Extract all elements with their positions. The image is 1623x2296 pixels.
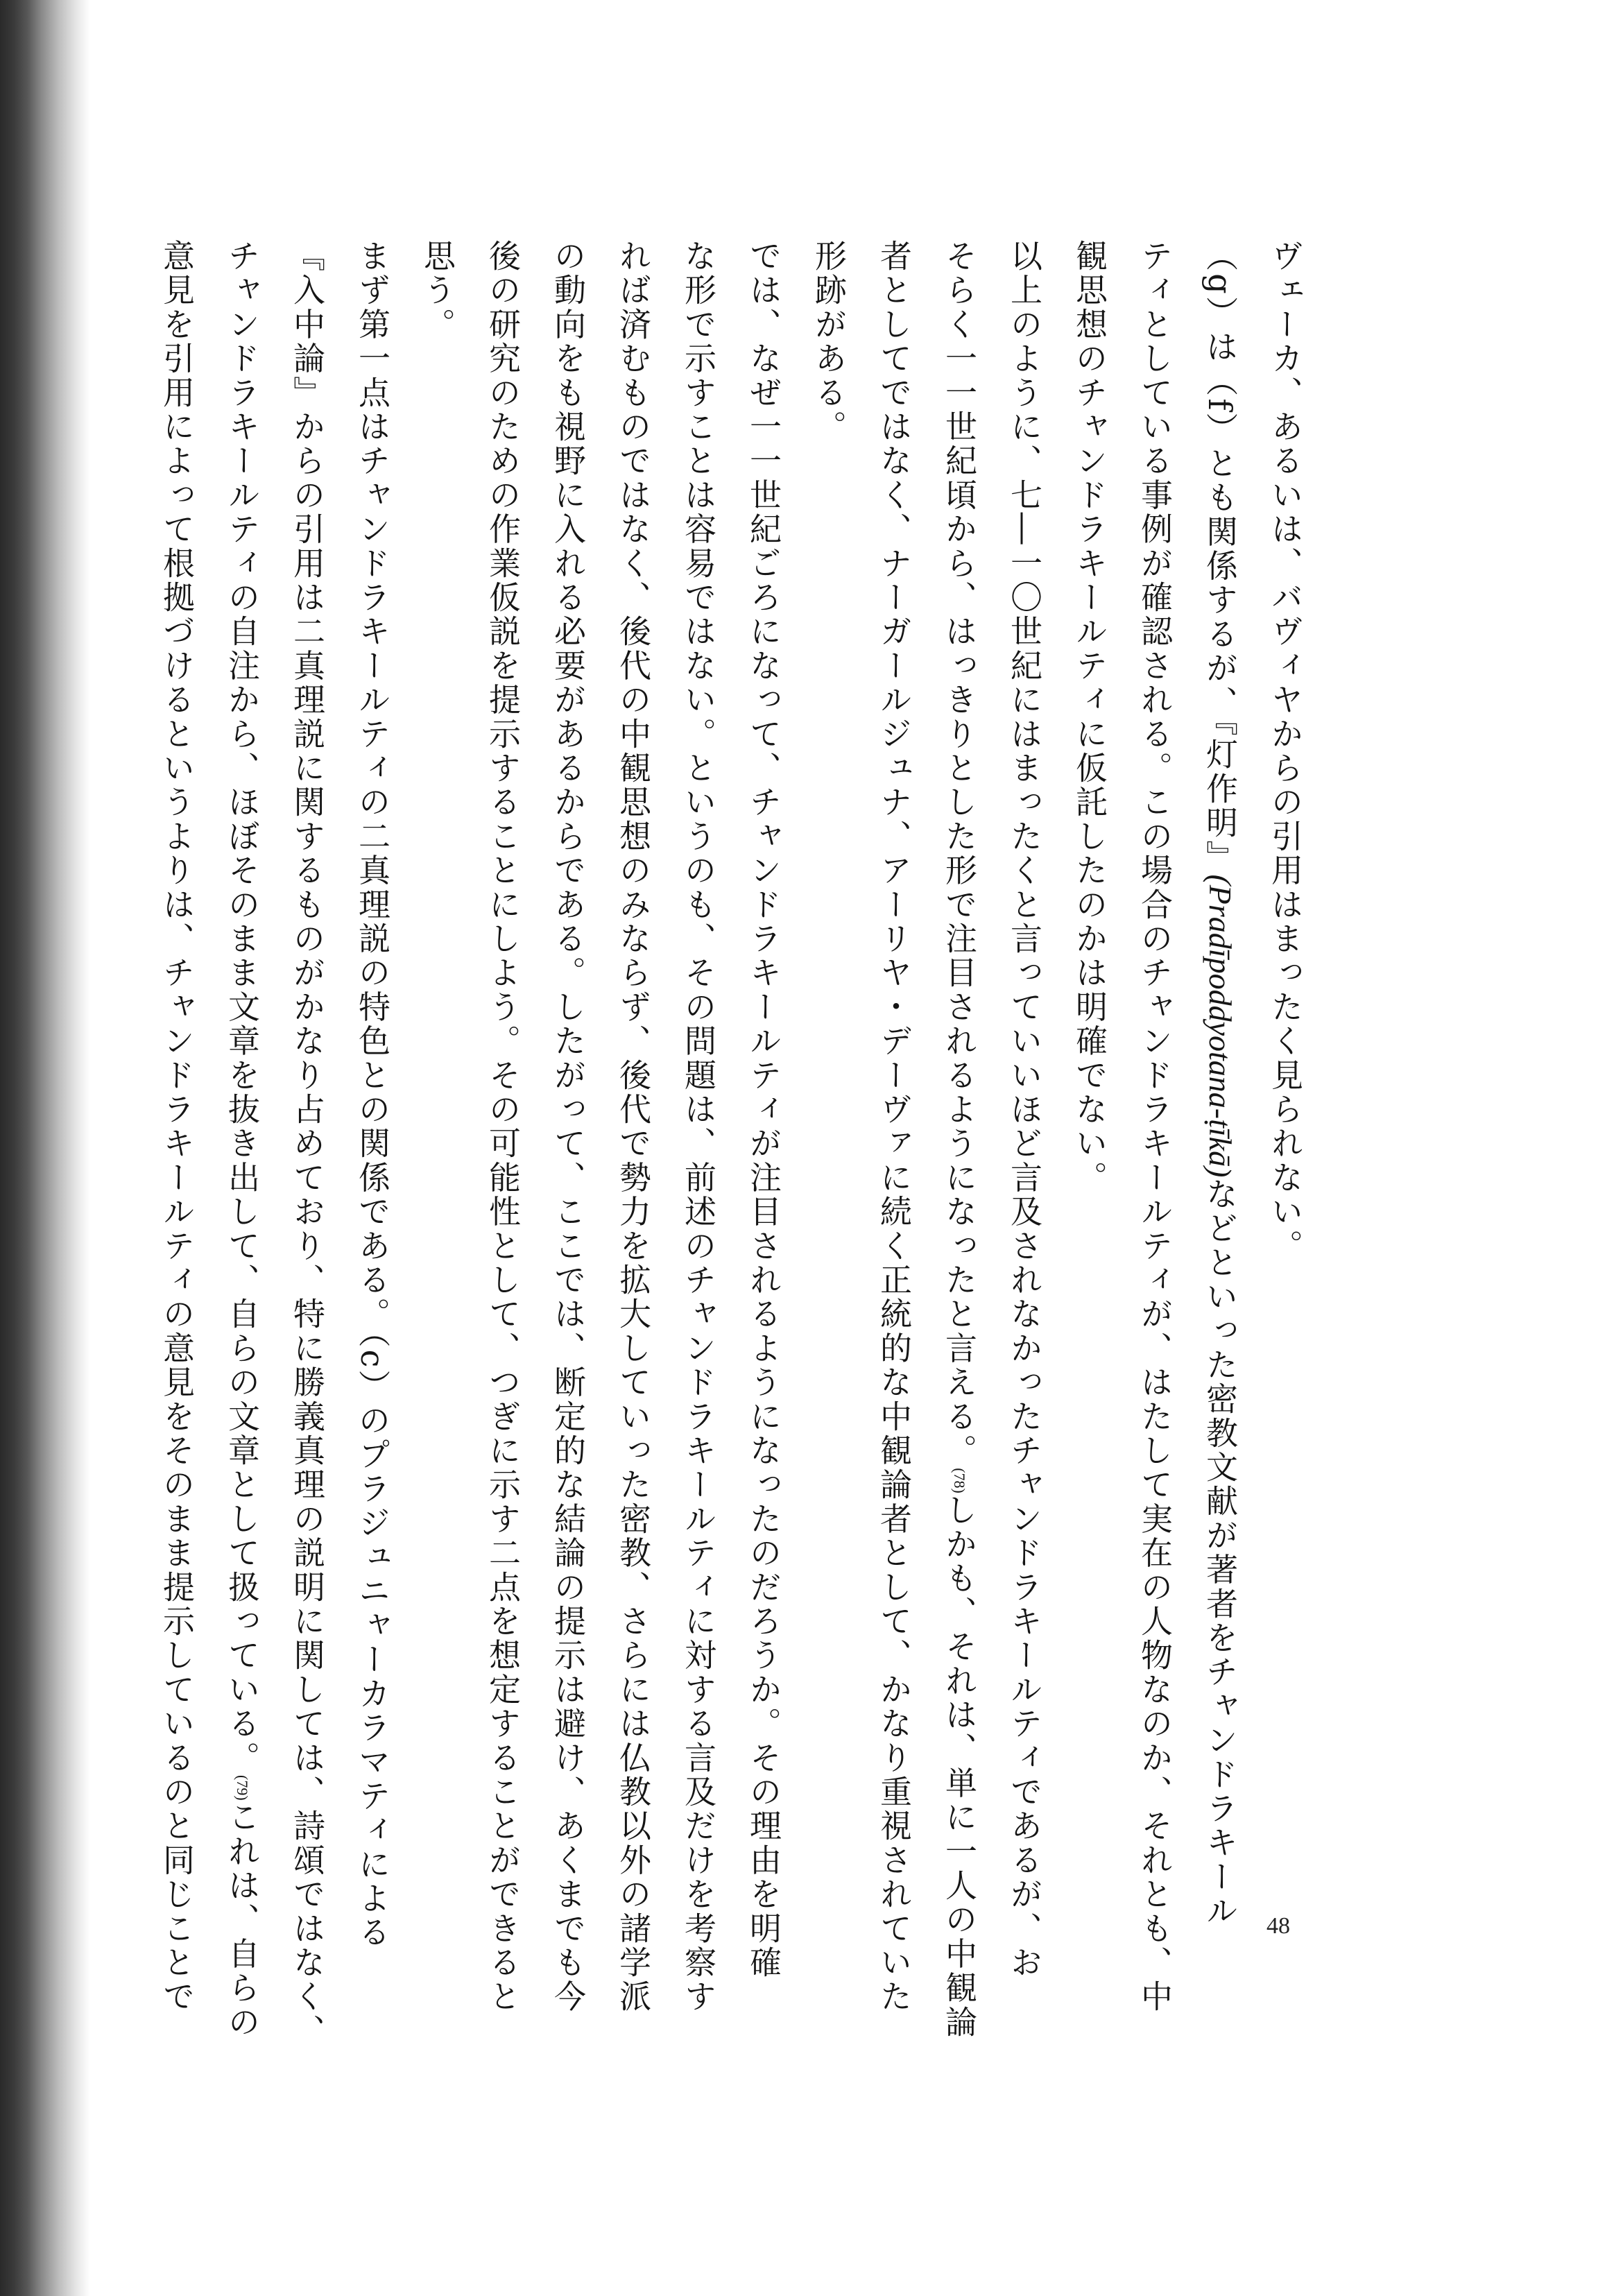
text-line-13 (470, 239, 535, 2014)
text-line-6 (927, 239, 992, 2040)
text-line-2 (1187, 239, 1253, 1928)
text-line-12 (535, 239, 601, 2014)
text-line-16 (275, 239, 340, 2048)
scan-edge-shadow (0, 0, 90, 2296)
text-segment: 『入中論』からの引用は二真理説に関するものがかなり占めており、特に勝義真理の説明に関しては、詩頌ではなく、 (289, 239, 326, 2048)
text-segment: な形で示すことは容易ではない。というのも、その問題は、前述のチャンドラキールティに対する言及だけを考察す (680, 239, 717, 2014)
text-line-1 (1253, 239, 1318, 1859)
text-segment: 者としてではなく、ナーガールジュナ、アーリヤ・デーヴァに続く正統的な中観論者として、かなり重視されていた (875, 239, 913, 2014)
text-line-18 (144, 239, 209, 2014)
text-line-5 (992, 239, 1057, 1980)
text-segment: しかも、それは、単に一人の中観論 (941, 1493, 978, 2040)
text-segment: これは、自らの (223, 1800, 261, 2040)
text-segment: 以上のように、七―一〇世紀にはまったくと言っていいほど言及されなかったチャンドラキールティであるが、お (1006, 239, 1043, 1980)
text-segment: などといった密教文献が著者をチャンドラキール (1201, 1177, 1239, 1928)
text-line-14 (405, 239, 470, 1859)
text-line-3 (1122, 239, 1187, 2014)
footnote-marker: (78) (951, 1468, 968, 1493)
text-segment: 観思想のチャンドラキールティに仮託したのかは明確でない。 (1071, 239, 1108, 1195)
text-segment: チャンドラキールティの自注から、ほぼそのまま文章を抜き出して、自らの文章として扱っている。 (223, 239, 261, 1775)
text-segment: 意見を引用によって根拠づけるというよりは、チャンドラキールティの意見をそのまま提示しているのと同じことで (158, 239, 196, 2014)
text-segment: では、なぜ一一世紀ごろになって、チャンドラキールティが注目されるようになったのだろうか。その理由を明確 (745, 239, 782, 1980)
text-line-10 (666, 239, 731, 2014)
text-line-8 (796, 239, 861, 1859)
text-segment: ヴェーカ、あるいは、バヴィヤからの引用はまったく見られない。 (1266, 239, 1304, 1263)
page-number: 48 (1266, 1913, 1290, 1939)
text-line-15 (340, 239, 405, 1950)
text-segment: まず第一点はチャンドラキールティの二真理説の特色との関係である。（c）のプラジュニャーカラマティによる (354, 239, 391, 1950)
text-segment: 形跡がある。 (810, 239, 848, 445)
text-line-4 (1057, 239, 1122, 1859)
text-segment: れば済むものではなく、後代の中観思想のみならず、後代で勢力を拡大していった密教、さらには仏教以外の諸学派 (615, 239, 652, 2014)
text-line-17 (209, 239, 275, 2040)
text-segment: （g）は（f）とも関係するが、『灯作明』 (1201, 239, 1239, 875)
romanized-title: (Pradīpoddyotana-ṭīkā) (1203, 874, 1238, 1178)
text-segment: そらく一一世紀頃から、はっきりとした形で注目されるようになったと言える。 (941, 239, 978, 1468)
text-segment: 思う。 (419, 239, 456, 342)
text-line-7 (861, 239, 927, 2014)
text-segment: ティとしている事例が確認される。この場合のチャンドラキールティが、はたして実在の人物なのか、それとも、中 (1136, 239, 1174, 2014)
text-segment: の動向をも視野に入れる必要があるからである。したがって、ここでは、断定的な結論の提示は避け、あくまでも今 (549, 239, 587, 2014)
text-line-9 (731, 239, 796, 1980)
text-line-11 (601, 239, 666, 2014)
text-segment: 後の研究のための作業仮説を提示することにしよう。その可能性として、つぎに示す二点を想定することができると (484, 239, 522, 2014)
footnote-marker: (79) (234, 1775, 251, 1801)
